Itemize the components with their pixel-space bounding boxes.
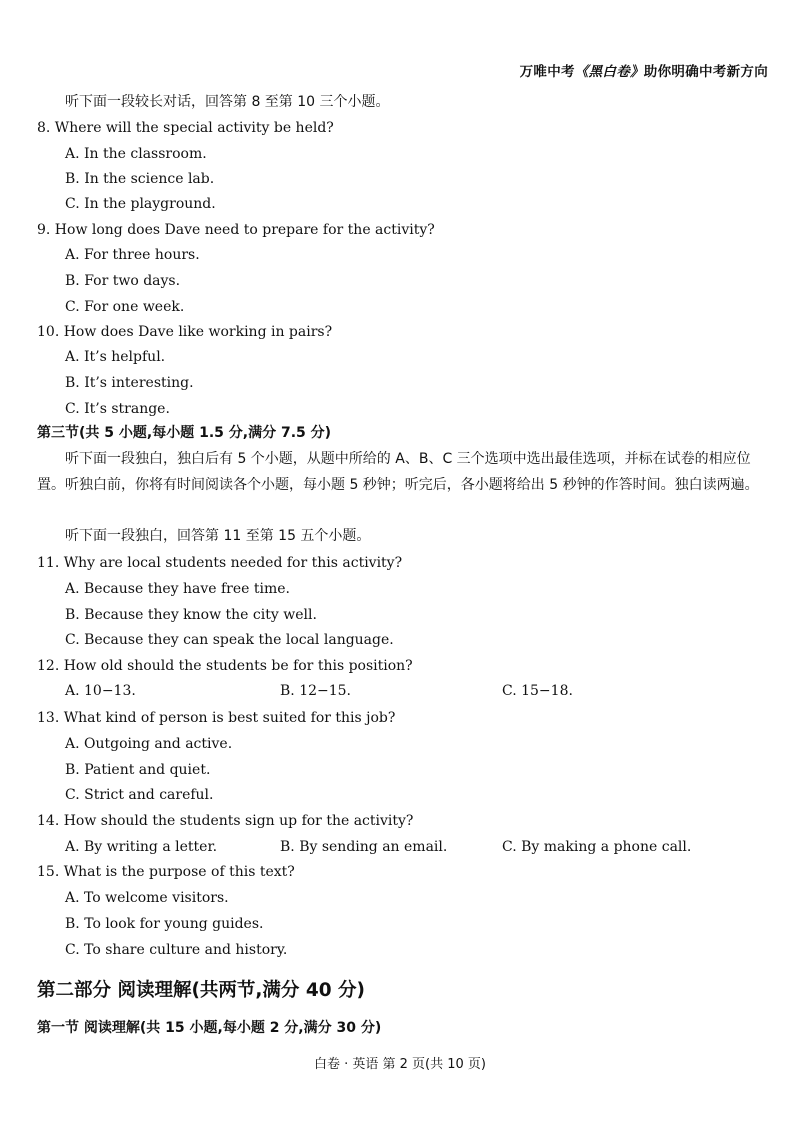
question-14-option-c: C. By making a phone call.	[502, 839, 692, 855]
question-8-option-c: C. In the playground.	[65, 196, 216, 212]
question-15-option-b: B. To look for young guides.	[65, 916, 264, 932]
question-10-option-a: A. It’s helpful.	[65, 349, 166, 365]
question-12-option-a: A. 10−13.	[65, 683, 136, 699]
question-15-option-c: C. To share culture and history.	[65, 942, 288, 958]
header-slogan: 助你明确中考新方向	[643, 64, 768, 80]
question-12-stem: 12. How old should the students be for this position?	[37, 658, 413, 674]
question-8-option-b: B. In the science lab.	[65, 171, 215, 187]
question-11-option-c: C. Because they can speak the local language.	[65, 632, 394, 648]
question-13-option-a: A. Outgoing and active.	[65, 736, 233, 752]
intro-q11-15: 听下面一段独白，回答第 11 至第 15 五个小题。	[65, 528, 371, 544]
question-8-stem: 8. Where will the special activity be held?	[37, 120, 334, 136]
intro-q8-10: 听下面一段较长对话，回答第 8 至第 10 三个小题。	[65, 94, 390, 110]
question-13-stem: 13. What kind of person is best suited for this job?	[37, 710, 396, 726]
question-13-option-c: C. Strict and careful.	[65, 787, 214, 803]
question-9-stem: 9. How long does Dave need to prepare for the activity?	[37, 222, 435, 238]
question-14-option-b: B. By sending an email.	[280, 839, 448, 855]
question-9-option-a: A. For three hours.	[65, 247, 200, 263]
question-11-option-a: A. Because they have free time.	[65, 581, 291, 597]
question-12-option-b: B. 12−15.	[280, 683, 351, 699]
question-12-option-c: C. 15−18.	[502, 683, 573, 699]
question-9-option-c: C. For one week.	[65, 299, 185, 315]
page-header	[520, 60, 768, 80]
section-3-title: 第三节(共 5 小题,每小题 1.5 分,满分 7.5 分)	[37, 425, 332, 441]
question-10-option-b: B. It’s interesting.	[65, 375, 194, 391]
header-brand: 《黑白卷》	[574, 64, 644, 80]
question-9-option-b: B. For two days.	[65, 273, 181, 289]
part-2-title: 第二部分 阅读理解(共两节,满分 40 分)	[37, 980, 366, 1001]
section-3-instructions: 听下面一段独白，独白后有 5 个小题，从题中所给的 A、B、C 三个选项中选出最佳选项，并标在试卷的相应位置。听独白前，你将有时间阅读各个小题，每小题 5 秒钟；听完后，各小题将给出 5 秒钟的作答时间。独白读两遍。	[37, 451, 759, 493]
question-15-option-a: A. To welcome visitors.	[65, 890, 229, 906]
question-10-option-c: C. It’s strange.	[65, 401, 170, 417]
question-15-stem: 15. What is the purpose of this text?	[37, 864, 295, 880]
question-8-option-a: A. In the classroom.	[65, 146, 207, 162]
question-10-stem: 10. How does Dave like working in pairs?	[37, 324, 333, 340]
question-11-option-b: B. Because they know the city well.	[65, 607, 317, 623]
question-11-stem: 11. Why are local students needed for this activity?	[37, 555, 403, 571]
page-footer: 白卷 · 英语 第 2 页(共 10 页)	[313, 1057, 486, 1072]
question-14-option-a: A. By writing a letter.	[65, 839, 218, 855]
part-2-section-1-title: 第一节 阅读理解(共 15 小题,每小题 2 分,满分 30 分)	[37, 1020, 382, 1036]
question-13-option-b: B. Patient and quiet.	[65, 762, 211, 778]
header-prefix: 万唯中考	[519, 64, 575, 80]
question-14-stem: 14. How should the students sign up for the activity?	[37, 813, 414, 829]
